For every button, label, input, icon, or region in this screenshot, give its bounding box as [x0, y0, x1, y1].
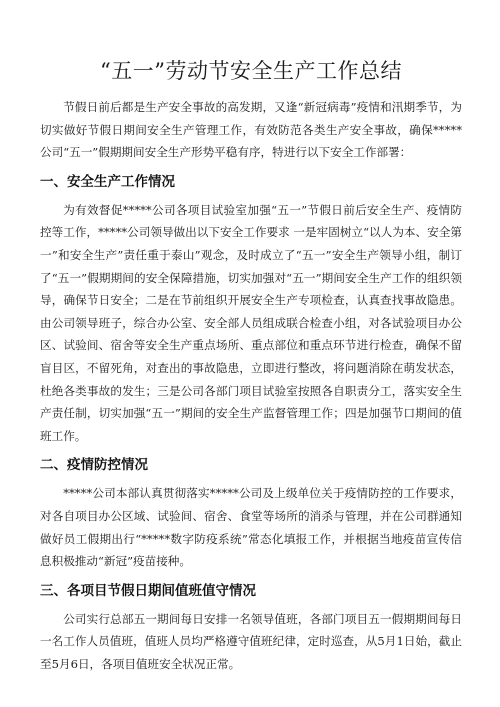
intro-paragraph: 节假日前后都是生产安全事故的高发期，又逢“新冠病毒”疫情和汛期季节，为切实做好节假日期间安全生产管理工作，有效防范各类生产安全事故，确保*****公司“五一”假期期间安全生产形势平稳有序，特进行以下安全工作部署：	[40, 100, 462, 160]
section-safety	[40, 172, 462, 448]
section-epidemic	[40, 455, 462, 572]
section-heading: 一、安全生产工作情况	[40, 173, 175, 190]
section-heading: 二、疫情防控情况	[40, 457, 148, 474]
section-duty	[40, 581, 462, 676]
section-body: 为有效督促*****公司各项目试验室加强“五一”节假日前后安全生产、疫情防控等工作，*****公司领导做出以下安全工作要求 一是牢固树立“以人为本、安全第一”和安全生产”责任重于泰山”观念，及时成立了“五一”安全生产领导小组，制订了“五一”假期期间的安全保障措施，切实加强对“五一”期间安全生产工作的组织领导，确保节日安全；二是在节前组织开展安全生产专项检查，认真查找事故隐患。由公司领导班子，综合办公室、安全部人员组成联合检查小组，对各试验项目办公区、试验间、宿舍等安全生产重点场所、重点部位和重点环节进行检查，确保不留盲目区，不留死角，对查出的事故隐患，立即进行整改，将问题消除在萌发状态，杜绝各类事故的发生；三是公司各部门项目试验室按照各自职责分工，落实安全生产责任制，切实加强“五一”期间的安全生产监督管理工作；四是加强节口期间的值班工作。	[40, 202, 462, 443]
section-body: *****公司本部认真贯彻落实*****公司及上级单位关于疫情防控的工作要求，对各自项目办公区域、试验间、宿舍、食堂等场所的消杀与管理，并在公司群通知做好员工假期出行“*****数字防疫系统”常态化填报工作，并根据当地疫苗宣传信息积极推动“新冠”疫苗接种。	[40, 486, 462, 569]
document-title: “五一”劳动节安全生产工作总结	[100, 59, 402, 83]
section-heading: 三、各项目节假日期间值班值守情况	[40, 582, 256, 599]
section-body: 公司实行总部五一期间每日安排一名领导值班，各部门项目五一假期期间每日一名工作人员值班，值班人员均严格遵守值班纪律，定时巡查，从5月1日始，截止至5月6日，各项目值班安全状况正常。	[40, 611, 462, 671]
